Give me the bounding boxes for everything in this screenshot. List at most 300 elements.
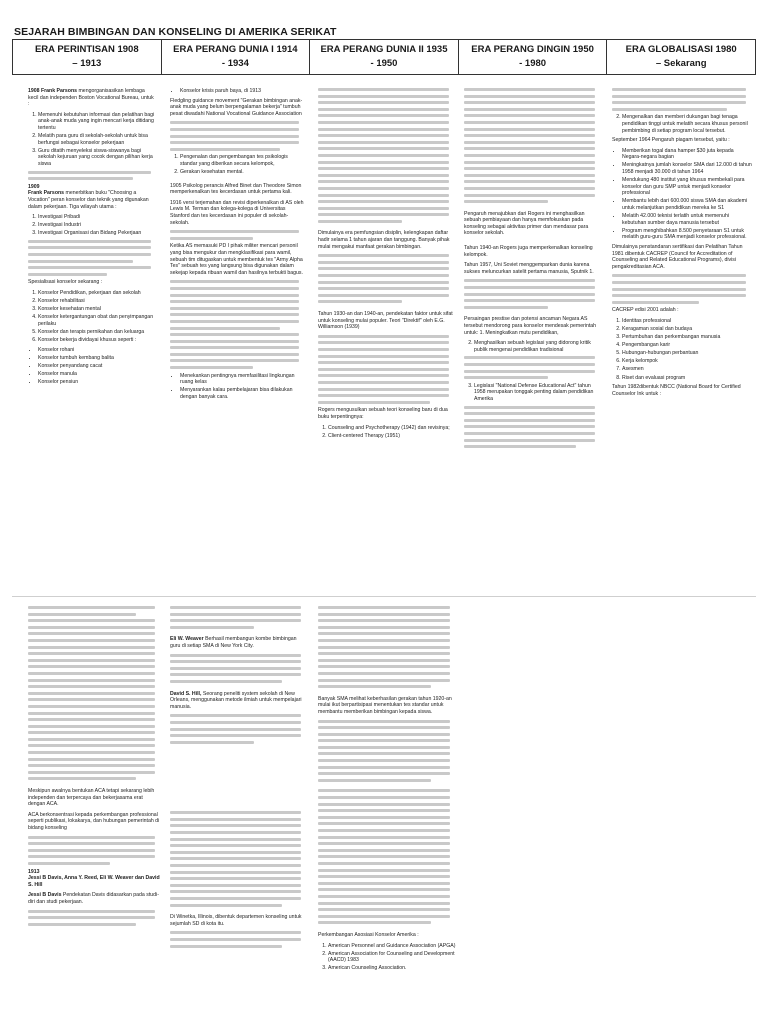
list-item: 2. Investigasi Industri xyxy=(38,222,156,229)
text-line xyxy=(28,240,151,243)
text-line xyxy=(612,281,746,284)
text-line xyxy=(318,95,449,98)
text-line xyxy=(612,288,746,291)
paragraph: ACA berkonsentrasi kepada perkembangan professional seperti publikasi, lokakarya, dan hubungan pemerintah di bidang konseling xyxy=(28,811,160,831)
text-line xyxy=(170,877,301,880)
text-line xyxy=(318,341,449,344)
text-line xyxy=(318,632,450,635)
text-line xyxy=(318,154,449,157)
text-line xyxy=(464,425,595,428)
lower-column-1 xyxy=(28,606,160,1018)
text-line xyxy=(612,301,699,304)
text-line xyxy=(318,335,449,338)
text-line xyxy=(170,366,253,369)
column-globalisasi xyxy=(612,88,752,548)
text-line xyxy=(28,659,155,662)
paragraph: Persaingan prestise dan potensi ancaman Negara AS tersebut mendorong para konselor mendesak pemerintah untuk: 1. Meningkatkan mutu pendidikan, xyxy=(464,316,597,336)
text-line xyxy=(464,134,595,137)
text-line xyxy=(28,606,155,609)
text-line xyxy=(318,659,450,662)
text-line xyxy=(170,945,282,948)
text-line xyxy=(318,213,449,216)
column-perang-dunia-1 xyxy=(170,88,304,548)
text-line xyxy=(318,194,449,197)
text-line xyxy=(318,381,449,384)
text-line xyxy=(28,679,155,682)
list-item: • Melatih 42.000 teknisi terlatih untuk memenuhi kebutuhan sumber daya manusia tersebut xyxy=(622,213,752,226)
text-line xyxy=(170,280,299,283)
text-line xyxy=(464,121,595,124)
text-line xyxy=(28,260,133,263)
text-line xyxy=(464,174,595,177)
text-line xyxy=(170,680,282,683)
text-line xyxy=(464,128,595,131)
text-line xyxy=(170,148,280,151)
text-line xyxy=(170,660,301,663)
paragraph: David S. Hill, Seorang peneliti system sekolah di New Orleans, menggunakan metode ilmiah untuk mempelajari manusia. xyxy=(170,690,302,710)
paragraph: Tahun 1930-an dan 1940-an, pendekatan faktor untuk sifat untuk konseling mulai populer. Teori "Direktif" oleh E.G. Williamson (1939) xyxy=(318,311,453,331)
text-line xyxy=(318,88,449,91)
list-item: 1. Counseling and Psychotherapy (1942) dan revisinya; xyxy=(328,425,454,432)
text-line xyxy=(318,394,449,397)
text-line xyxy=(170,128,299,131)
text-line xyxy=(28,177,133,180)
text-line xyxy=(318,141,449,144)
paragraph: Dimulainya era pemfungsian disiplin, kelengkapan daftar hadir selama 1 tahun ajaran dan tanggung. Banyak pihak mulai mengakui manfaat gerakan bimbingan. xyxy=(318,230,450,250)
paragraph: Tahun 1940-an Rogers juga memperkenalkan konseling kelompok. xyxy=(464,245,593,258)
text-line xyxy=(28,744,155,747)
text-line xyxy=(28,855,155,858)
list-item: 5. Konselor dan terapis pernikahan dan keluarga xyxy=(38,329,156,336)
text-line xyxy=(318,254,449,257)
column-perang-dunia-2 xyxy=(318,88,454,548)
text-line xyxy=(318,114,449,117)
list xyxy=(464,340,600,353)
text-line xyxy=(170,884,301,887)
text-line xyxy=(318,720,450,723)
list-item: 2. Konselor rehabilitasi xyxy=(38,298,156,305)
paragraph: Dimulainya penstandaran sertifikasi dan Pelatihan Tahun 1981 dibentuk CACREP (Council for Accreditation of Counseling and Related Educational Programs), divisi pengakreditasian ACA. xyxy=(612,243,743,270)
list-item: 2. Gerakan kesehatan mental. xyxy=(180,169,304,176)
text-line xyxy=(28,246,151,249)
text-line xyxy=(464,161,595,164)
text-line xyxy=(170,313,299,316)
text-line xyxy=(28,171,151,174)
text-line xyxy=(318,134,449,137)
list-item: 4. Konselor ketergantungan obat dan penyimpangan perilaku xyxy=(38,314,156,327)
era-header-globalisasi: ERA GLOBALISASI 1980 – Sekarang xyxy=(607,40,756,75)
text-line xyxy=(318,679,450,682)
list xyxy=(612,148,752,241)
text-line xyxy=(464,293,595,296)
text-line xyxy=(28,771,155,774)
era-header-perang-dunia-1: ERA PERANG DUNIA I 1914 - 1934 xyxy=(161,40,310,75)
text-line xyxy=(170,327,280,330)
list xyxy=(318,943,456,972)
paragraph: 1913 Jessi B Davis, Anna Y. Reed, Eli W. Weaver dan David S. Hill xyxy=(28,868,160,888)
era-header-perang-dingin: ERA PERANG DINGIN 1950 - 1980 xyxy=(458,40,607,75)
paragraph: Fledgling guidance movement "Gerakan bimbingan anak-anak muda yang belum berpengalaman bekerja" tumbuh pesat diwadahi National Vocational Guidance Association xyxy=(170,97,303,117)
list-item: 7. Asesmen xyxy=(622,366,752,373)
list-item: 3. Guru ditatih menyeleksi siswa-siswanya bagi sekolah kejuruan yang cocok dengan pilihan kerja siswa xyxy=(38,148,156,168)
text-line xyxy=(464,439,595,442)
text-line xyxy=(170,230,299,233)
text-line xyxy=(464,356,595,359)
text-line xyxy=(170,857,301,860)
text-line xyxy=(28,619,155,622)
list-item: 1. American Personnel and Guidance Association (APGA) xyxy=(328,943,456,950)
paragraph: Jessi B Davis Pendekatan Davis didasarkan pada studi-diri dan studi pekerjaan. xyxy=(28,892,159,905)
text-line xyxy=(28,253,151,256)
text-line xyxy=(170,613,301,616)
list-item: • Konselor pensiun xyxy=(38,379,156,386)
list-item: • Konselor krisis paruh baya, di 1913 xyxy=(180,88,304,95)
text-line xyxy=(170,667,301,670)
column-perintisan xyxy=(28,88,156,548)
text-line xyxy=(318,355,449,358)
text-line xyxy=(464,279,595,282)
list xyxy=(170,154,304,175)
text-line xyxy=(318,733,450,736)
text-line xyxy=(318,220,402,223)
text-line xyxy=(318,908,450,911)
text-line xyxy=(318,796,450,799)
list-item: • Konselor rohani xyxy=(38,347,156,354)
text-line xyxy=(318,849,450,852)
text-line xyxy=(28,862,110,865)
text-line xyxy=(318,685,431,688)
text-line xyxy=(28,764,155,767)
text-line xyxy=(318,855,450,858)
text-line xyxy=(28,613,136,616)
text-line xyxy=(170,864,301,867)
text-line xyxy=(28,731,155,734)
text-line xyxy=(170,135,299,138)
text-line xyxy=(464,419,595,422)
text-line xyxy=(464,187,595,190)
text-line xyxy=(170,741,254,744)
text-line xyxy=(318,294,449,297)
text-line xyxy=(464,370,595,373)
paragraph: Tahun 1982dibentuk NBCC (National Board for Certified Counselor Ink untuk : xyxy=(612,384,741,397)
text-line xyxy=(464,406,595,409)
text-line xyxy=(464,376,548,379)
list xyxy=(170,373,304,401)
text-line xyxy=(170,654,301,657)
list-item: 8. Riset dan evaluasi program xyxy=(622,375,752,382)
paragraph: Spesialisasi konselor sekarang : xyxy=(28,279,103,286)
text-line xyxy=(170,340,299,343)
text-line xyxy=(170,121,299,124)
list-item: • Konselor penyandang cacat xyxy=(38,363,156,370)
text-line xyxy=(318,274,449,277)
text-line xyxy=(318,128,449,131)
text-line xyxy=(170,734,301,737)
text-line xyxy=(28,685,155,688)
paragraph: Tahun 1957, Uni Soviet menggemparkan dunia karena sukses meluncurkan satelit pertama manusia, Sputnik 1. xyxy=(464,262,594,275)
document-title: SEJARAH BIMBINGAN DAN KONSELING DI AMERIKA SERIKAT xyxy=(14,26,337,38)
text-line xyxy=(28,725,155,728)
text-line xyxy=(170,237,253,240)
text-line xyxy=(318,281,449,284)
text-line xyxy=(318,882,450,885)
text-line xyxy=(28,652,155,655)
text-line xyxy=(318,108,449,111)
text-line xyxy=(28,777,136,780)
text-line xyxy=(318,207,449,210)
paragraph: 1905 Psikolog perancis Alfred Binet dan Theodore Simon memperkenalkan tes kecerdasan untuk pertama kali. xyxy=(170,182,302,196)
paragraph: Rogers mengusulkan sebuah teori konseling baru di dua buku terpentingnya: xyxy=(318,407,448,420)
list-item: 4. Pengembangan karir xyxy=(622,342,752,349)
text-line xyxy=(318,267,449,270)
list-item: 1. Memenuhi kebutuhan informasi dan pelatihan bagi anak-anak muda yang ingin mencari kerja ditidang tertentu xyxy=(38,112,156,132)
text-line xyxy=(318,388,449,391)
text-line xyxy=(464,154,595,157)
text-line xyxy=(464,167,595,170)
text-line xyxy=(464,88,595,91)
text-line xyxy=(464,95,595,98)
text-line xyxy=(170,838,301,841)
text-line xyxy=(318,746,450,749)
list xyxy=(612,114,752,134)
column-perang-dingin xyxy=(464,88,600,548)
text-line xyxy=(612,274,746,277)
text-line xyxy=(318,287,449,290)
paragraph: 1909 Frank Parsons menerbitkan buku "Choosing a Vocation" peran konselor dan teknik yang digunakan dalam pekerjaan. Tiga wilayah utama : xyxy=(28,183,149,210)
text-line xyxy=(28,626,155,629)
list-item: 6. Kerja kelompok xyxy=(622,358,752,365)
text-line xyxy=(318,167,449,170)
text-line xyxy=(318,200,449,203)
list xyxy=(28,290,156,344)
text-line xyxy=(28,273,107,276)
text-line xyxy=(170,619,301,622)
text-line xyxy=(170,673,301,676)
list-item: 3. Investigasi Organisasi dan Bidang Pekerjaan xyxy=(38,230,156,237)
text-line xyxy=(170,320,299,323)
list-item: 1. Konselor Pendidikan, pekerjaan dan sekolah xyxy=(38,290,156,297)
text-line xyxy=(612,88,746,91)
paragraph: Ketika AS memasuki PD I pihak militer mencari personil yang bisa mengukur dan mengklasifikasi para wamil, sebuah tim ditugaskan untuk membentuk tes "Army Alpha Tes" sebuah tes yang langsung bisa digunakan dalam sekejap kepada ribuan wamil dan hasilnya terbukti bagus. xyxy=(170,243,303,276)
list xyxy=(28,214,156,237)
text-line xyxy=(28,751,155,754)
list-item: • Konselor manula xyxy=(38,371,156,378)
text-line xyxy=(318,836,450,839)
list-item: • Meningkatnya jumlah konselor SMA dari 12.000 di tahun 1958 menjadi 30.000 di tahun 1964 xyxy=(622,162,752,175)
text-line xyxy=(170,300,299,303)
text-line xyxy=(318,759,450,762)
text-line xyxy=(28,923,136,926)
list xyxy=(28,347,156,386)
text-line xyxy=(170,141,299,144)
text-line xyxy=(170,818,301,821)
text-line xyxy=(28,718,155,721)
text-line xyxy=(28,705,155,708)
text-line xyxy=(28,665,155,668)
list-item: • Menekankan pentingnya memfasilitasi lingkungan ruang kelas xyxy=(180,373,304,386)
text-line xyxy=(318,626,450,629)
text-line xyxy=(318,869,450,872)
text-line xyxy=(28,916,155,919)
list-item: • Membantu lebih dari 600.000 siswa SMA dan akademi untuk melanjutkan pendidikan mereka ke S1 xyxy=(622,198,752,211)
text-line xyxy=(318,147,449,150)
text-line xyxy=(318,829,450,832)
text-line xyxy=(28,738,155,741)
text-line xyxy=(318,789,450,792)
text-line xyxy=(318,739,450,742)
text-line xyxy=(318,187,449,190)
paragraph: Di Winetka, Illinois, dibentuk departemen konseling untuk sejumlah SD di kota itu. xyxy=(170,914,302,927)
list-item: 3. Konselor kesehatan mental xyxy=(38,306,156,313)
list-item: 3. Legislasi "National Defense Educational Act" tahun 1958 merupakan tonggak penting dalam pendidikan Amerika xyxy=(474,383,600,403)
text-line xyxy=(318,888,450,891)
list-item: 1. Pengenalan dan pengembangan tes psikologis standar yang diberikan secara kelompok, xyxy=(180,154,304,167)
text-line xyxy=(28,910,155,913)
text-line xyxy=(318,121,449,124)
text-line xyxy=(28,646,155,649)
list-item: 2. Client-centered Therapy (1951) xyxy=(328,433,454,440)
text-line xyxy=(318,726,450,729)
era-header-perintisan: ERA PERINTISAN 1908 – 1913 xyxy=(13,40,162,75)
list-item: 2. Keragaman sosial dan budaya xyxy=(622,326,752,333)
text-line xyxy=(170,931,301,934)
list-item: • Mendukung 480 institut yang khusus membekali para konselor dan guru SMP untuk menjadi konselor professional xyxy=(622,177,752,197)
list-item: • Memberikan togal dana hamper $30 juta kepada Negara-negara bagian xyxy=(622,148,752,161)
text-line xyxy=(170,890,301,893)
text-line xyxy=(170,353,299,356)
text-line xyxy=(170,871,301,874)
paragraph: Eli W. Weaver Berhasil membangun kombe bimbingan guru di setiap SMA di New York City. xyxy=(170,636,297,649)
list-item: • Menyarankan kalau pembelajaran bisa dilakukan dengan banyak cara. xyxy=(180,387,304,400)
text-line xyxy=(170,728,301,731)
text-line xyxy=(464,299,595,302)
text-line xyxy=(464,363,595,366)
text-line xyxy=(318,361,449,364)
text-line xyxy=(464,114,595,117)
list-item: 6. Konselor bekerja dividayai khusus seperti : xyxy=(38,337,156,344)
paragraph: Banyak SMA melihat keberhasilan gerakan tahun 1920-an mulai ikut berpartisipasi menentukan tes standar untuk membantu memberikan bimbingan kepada siswa. xyxy=(318,695,452,715)
text-line xyxy=(170,851,301,854)
text-line xyxy=(464,147,595,150)
lower-column-3 xyxy=(318,606,456,1018)
text-line xyxy=(464,412,595,415)
list-item: 5. Hubungan-hubungan perbantuan xyxy=(622,350,752,357)
text-line xyxy=(170,844,301,847)
text-line xyxy=(318,180,449,183)
section-divider xyxy=(12,596,756,597)
paragraph: September 1964 Pengaruh piagam tersebut, yaitu : xyxy=(612,137,730,144)
text-line xyxy=(170,824,301,827)
text-line xyxy=(318,368,449,371)
text-line xyxy=(612,294,746,297)
text-line xyxy=(318,772,450,775)
text-line xyxy=(318,779,431,782)
text-line xyxy=(318,902,450,905)
text-line xyxy=(318,300,402,303)
text-line xyxy=(28,836,155,839)
paragraph: CACREP edisi 2001 adalah : xyxy=(612,307,679,314)
text-line xyxy=(318,606,450,609)
text-line xyxy=(170,359,299,362)
text-line xyxy=(318,174,449,177)
text-line xyxy=(28,639,155,642)
text-line xyxy=(318,619,450,622)
list-item: 2. Melatih para guru di sekolah-sekolah untuk bisa berfungsi sebagai konselor pekerjaan xyxy=(38,133,156,146)
list xyxy=(318,425,454,440)
text-line xyxy=(318,895,450,898)
text-line xyxy=(170,721,301,724)
list-item: 3. American Counseling Association. xyxy=(328,965,456,972)
text-line xyxy=(170,307,299,310)
paragraph: 1916 versi terjemahan dan revisi diperkenalkan di AS oleh Lewis M. Terman dan kolega-kolega di Universitas Stanford dan tes kecerdasan ini populer di sekolah-sekolah. xyxy=(170,199,304,226)
text-line xyxy=(464,194,595,197)
era-header-perang-dunia-2: ERA PERANG DUNIA II 1935 - 1950 xyxy=(310,40,459,75)
text-line xyxy=(318,348,449,351)
list-item: 2. Menghasilkan sebuah legislasi yang didorong kritik publik mengenai pendidikan tradisional xyxy=(474,340,600,353)
paragraph: 1908 Frank Parsons mengorganisasikan lembaga kecil dan independen Boston Vocational Bureau, untuk : xyxy=(28,88,154,108)
list xyxy=(464,383,600,403)
lower-column-2 xyxy=(170,606,306,1018)
list-item: 2. American Association for Counseling and Development (AACD) 1983 xyxy=(328,951,456,964)
text-line xyxy=(318,822,450,825)
text-line xyxy=(318,161,449,164)
text-line xyxy=(318,672,450,675)
text-line xyxy=(28,672,155,675)
text-line xyxy=(170,831,301,834)
text-line xyxy=(28,712,155,715)
text-line xyxy=(318,921,431,924)
list xyxy=(170,88,304,95)
text-line xyxy=(318,915,450,918)
text-line xyxy=(318,665,450,668)
text-line xyxy=(464,306,548,309)
text-line xyxy=(318,652,450,655)
list-item: 1. Investigasi Pribadi xyxy=(38,214,156,221)
text-line xyxy=(170,714,301,717)
text-line xyxy=(464,432,595,435)
era-header-table xyxy=(12,39,756,75)
text-line xyxy=(318,752,450,755)
text-line xyxy=(318,613,450,616)
list-item: • Program menghibahkan 8.500 penyetaraan S1 untuk melatih guru-guru SMA menjadi konselor professional. xyxy=(622,228,752,241)
text-line xyxy=(28,698,155,701)
list xyxy=(28,112,156,168)
text-line xyxy=(318,842,450,845)
text-line xyxy=(318,803,450,806)
text-line xyxy=(170,287,299,290)
text-line xyxy=(28,266,151,269)
text-line xyxy=(170,897,301,900)
text-line xyxy=(464,141,595,144)
text-line xyxy=(170,294,299,297)
list-item: 3. Pertumbuhan dan perkembangan manusia xyxy=(622,334,752,341)
text-line xyxy=(170,626,254,629)
text-line xyxy=(170,904,282,907)
text-line xyxy=(318,875,450,878)
text-line xyxy=(464,180,595,183)
text-line xyxy=(318,816,450,819)
text-line xyxy=(464,108,595,111)
text-line xyxy=(28,849,155,852)
paragraph: Meskipun awalnya bentukan ACA tetapi sekarang lebih independen dan terpercaya dan bekerjasama erat dengan ACA. xyxy=(28,788,155,808)
text-line xyxy=(612,95,746,98)
text-line xyxy=(612,101,746,104)
text-line xyxy=(170,606,301,609)
text-line xyxy=(318,646,450,649)
text-line xyxy=(28,692,155,695)
text-line xyxy=(318,766,450,769)
text-line xyxy=(28,842,155,845)
